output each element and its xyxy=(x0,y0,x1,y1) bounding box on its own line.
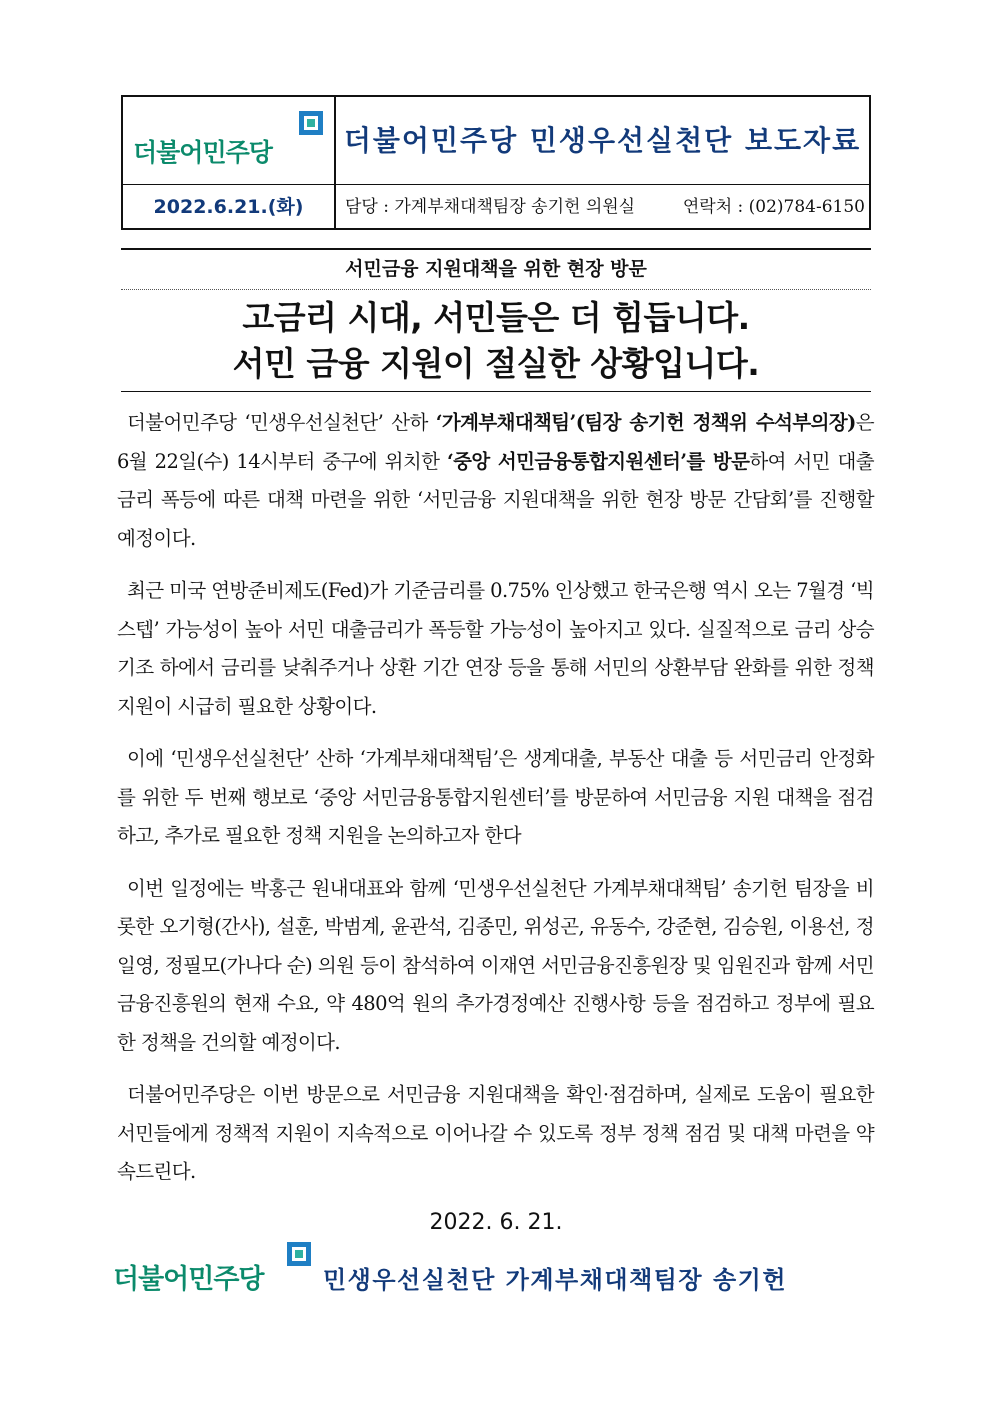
press-header-table xyxy=(121,95,871,230)
body-paragraph-4: 이번 일정에는 박홍근 원내대표와 함께 ‘민생우선실천단 가계부채대책팀’ 송기헌 팀장을 비롯한 오기형(간사), 설훈, 박범계, 윤관석, 김종민, 위성곤, 유동수, 강준현, 김승원, 이용선, 정일영, 정필모(가나다 순) 의원 등이 참석하여 이재연 서민금융진흥원장 및 임원진과 함께 서민금융진흥원의 현재 수요, 약 480억 원의 추가경정예산 진행사항 등을 점검하고 정부에 필요한 정책을 건의할 예정이다. xyxy=(117,876,874,1054)
p1-text-e: 하여 서민 대출금리 폭등에 따른 대책 마련을 위한 ‘서민금융 지원대책을 위한 현장 방문 간담회’를 진행할 예정이다. xyxy=(117,449,875,550)
p1-text-c: 은 6월 22일(수) 14시부터 중구에 위치한 xyxy=(117,411,874,473)
title-rule-bottom xyxy=(121,391,871,392)
title-rule-top xyxy=(121,248,871,250)
body-paragraph-3: 이에 ‘민생우선실천단’ 산하 ‘가계부채대책팀’은 생계대출, 부동산 대출 등 서민금리 안정화를 위한 두 번째 행보로 ‘중앙 서민금융통합지원센터’를 방문하여 서민금융 지원 대책을 점검하고, 추가로 필요한 정책 지원을 논의하고자 한다 xyxy=(117,747,874,847)
headline-line-1: 고금리 시대, 서민들은 더 힘듭니다. xyxy=(242,298,750,337)
party-logo-text: 더불어민주당 xyxy=(133,138,272,167)
footer-signature: 민생우선실천단 가계부채대책팀장 송기헌 xyxy=(323,1266,788,1294)
press-body xyxy=(117,404,874,1206)
subtitle: 서민금융 지원대책을 위한 현장 방문 xyxy=(345,258,647,280)
footer-date: 2022. 6. 21. xyxy=(429,1210,563,1235)
party-flag-icon xyxy=(297,109,325,143)
p1-emphasis-team: ‘가계부채대책팀’(팀장 송기헌 정책위 수석부의장) xyxy=(435,411,856,434)
contact-info xyxy=(345,185,865,230)
title-rule-dotted xyxy=(121,289,871,290)
contact-person: 담당 : 가계부채대책팀장 송기헌 의원실 xyxy=(345,197,636,217)
footer-logo-text: 더불어민주당 xyxy=(113,1264,264,1295)
party-logo xyxy=(133,107,325,173)
footer-flag-icon xyxy=(285,1240,313,1274)
body-paragraph-1 xyxy=(117,404,874,558)
p1-text-a: 더불어민주당 ‘민생우선실천단’ 산하 xyxy=(127,411,436,434)
press-release-title: 더불어민주당 민생우선실천단 보도자료 xyxy=(343,124,862,157)
body-paragraph-5: 더불어민주당은 이번 방문으로 서민금융 지원대책을 확인·점검하며, 실제로 도움이 필요한 서민들에게 정책적 지원이 지속적으로 이어나갈 수 있도록 정부 정책 점검 및 대책 마련을 약속드린다. xyxy=(117,1083,874,1183)
p1-emphasis-visit: ‘중앙 서민금융통합지원센터’를 방문 xyxy=(446,449,750,473)
body-paragraph-2: 최근 미국 연방준비제도(Fed)가 기준금리를 0.75% 인상했고 한국은행 역시 오는 7월경 ‘빅스텝’ 가능성이 높아 서민 대출금리가 폭등할 가능성이 높아지고 있다. 실질적으로 금리 상승 기조 하에서 금리를 낮춰주거나 상환 기간 연장 등을 통해 서민의 상환부담 완화를 위한 정책 지원이 시급히 필요한 상황이다. xyxy=(117,579,874,718)
footer-signature-block xyxy=(113,1240,873,1300)
contact-phone: 연락처 : (02)784-6150 xyxy=(682,197,865,217)
press-release-date: 2022.6.21.(화) xyxy=(153,196,304,218)
headline-line-2: 서민 금융 지원이 절실한 상황입니다. xyxy=(232,344,760,383)
